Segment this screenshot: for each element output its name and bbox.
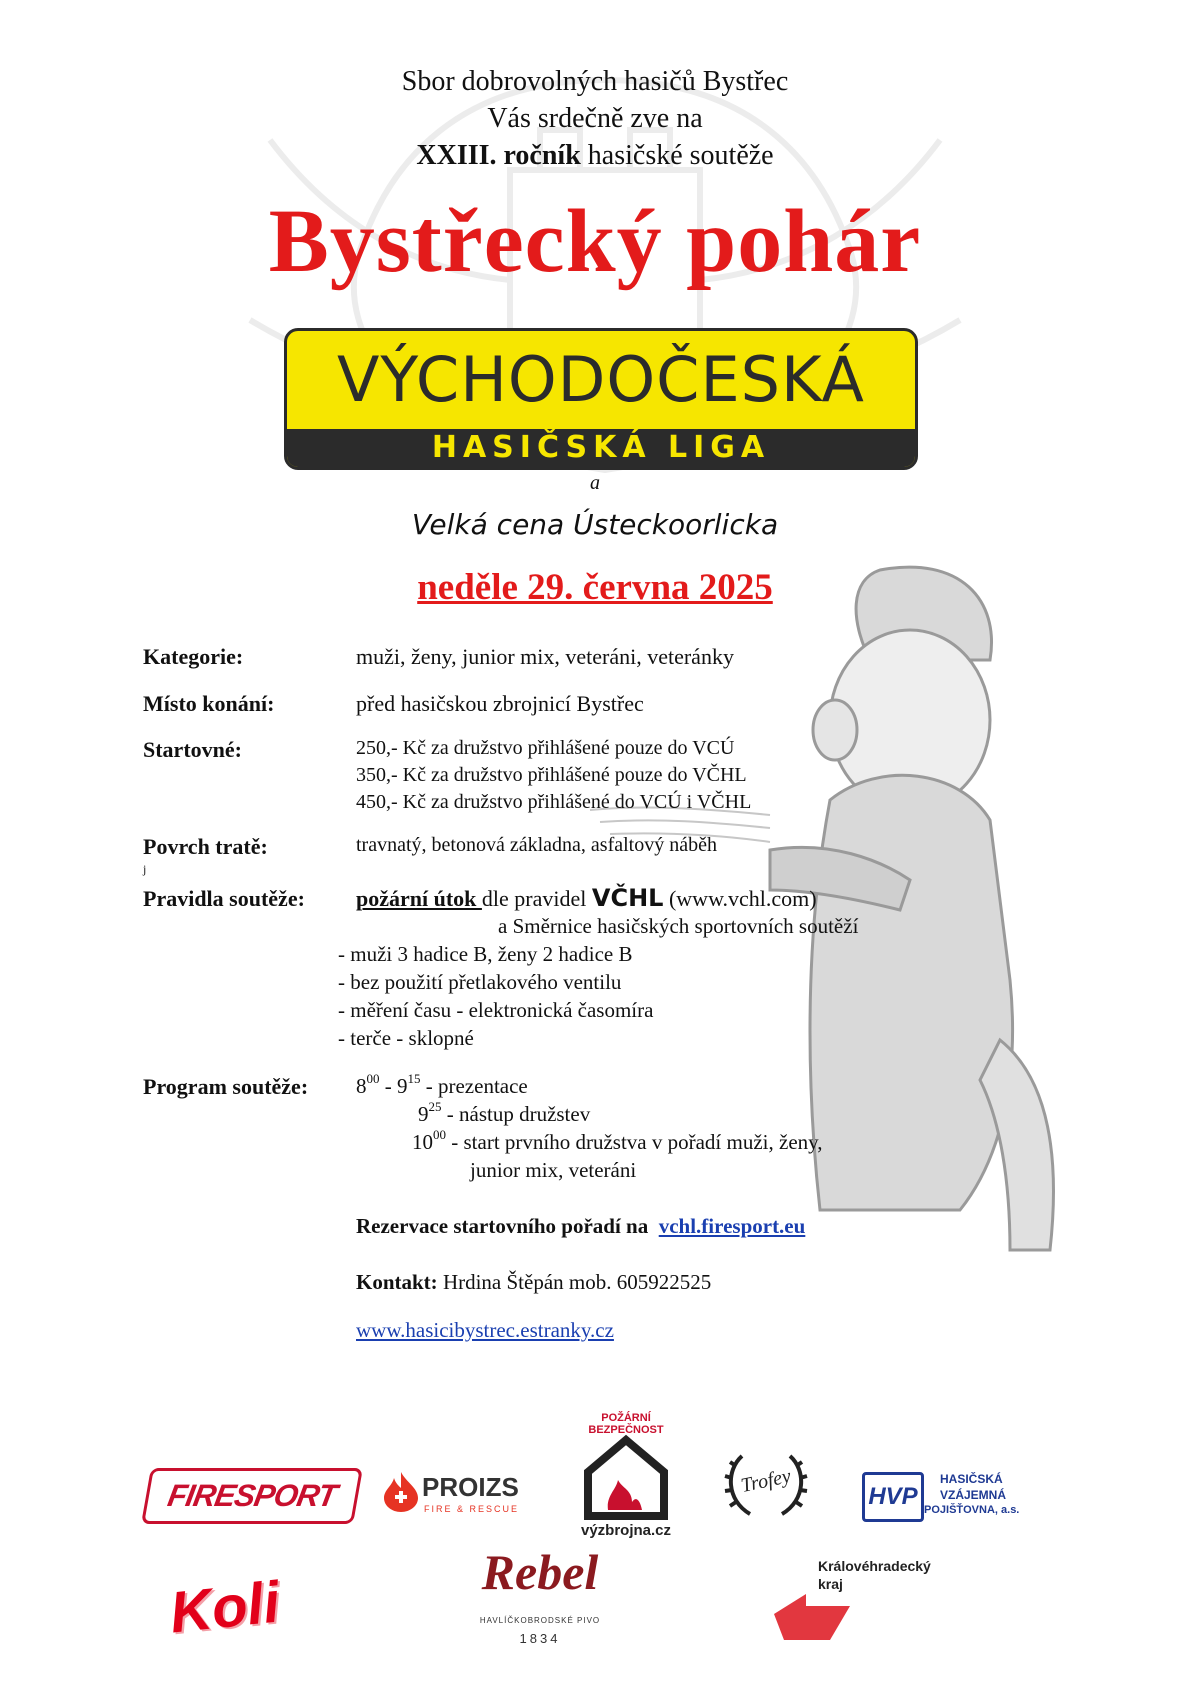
rules-bullet-3: - měření času - elektronická časomíra: [338, 998, 654, 1022]
hvp-logo: [862, 1470, 1022, 1526]
rules-line-2: a Směrnice hasičských sportovních soutěží: [498, 914, 859, 938]
kraj-name-1: Královéhradecký: [818, 1558, 931, 1574]
rules-vchl: VČHL: [591, 884, 664, 912]
league-logo: [284, 328, 918, 470]
fee-line-1: 250,- Kč za družstvo přihlášené pouze do VCÚ: [356, 737, 735, 759]
header-line-2: Vás srdečně zve na: [487, 103, 703, 134]
fee-line-2: 350,- Kč za družstvo přihlášené pouze do VČHL: [356, 764, 747, 786]
program-time-start: 8: [356, 1074, 367, 1098]
program-time-end: - 9: [379, 1074, 408, 1098]
firesport-text: FIRESPORT: [165, 1478, 340, 1513]
rules-by: dle pravidel: [481, 886, 592, 911]
program-item-3: - start prvního družstva v pořadí muži, ženy,: [446, 1130, 823, 1154]
program-item-1: - prezentace: [420, 1074, 528, 1098]
vyzbrojna-logo: [566, 1412, 686, 1542]
category-label: Kategorie:: [143, 644, 244, 669]
reservation-line: [356, 1214, 805, 1239]
program-time-3: 10: [412, 1130, 433, 1154]
rules-url: (www.vchl.com): [663, 886, 817, 911]
hvp-mark: HVP: [862, 1472, 924, 1522]
surface-value: travnatý, betonová základna, asfaltový náběh: [356, 834, 717, 856]
fee-label: Startovné:: [143, 737, 242, 762]
trofey-text: Trofey: [738, 1465, 793, 1498]
website-link[interactable]: www.hasicibystrec.estranky.cz: [356, 1318, 614, 1342]
edition-label: XXIII. ročník: [416, 140, 581, 171]
program-time-2: 9: [418, 1102, 429, 1126]
category-value: muži, ženy, junior mix, veteráni, veteránky: [356, 644, 734, 669]
league-logo-line-2: HASIČSKÁ LIGA: [287, 429, 915, 467]
kraj-emblem-icon: [774, 1594, 854, 1640]
contact-line: [356, 1270, 711, 1295]
subtitle: Velká cena Ústeckoorlicka: [411, 508, 779, 541]
proizs-logo: [384, 1468, 524, 1524]
program-row-4: junior mix, veteráni: [470, 1158, 637, 1182]
program-label: Program soutěže:: [143, 1074, 309, 1099]
program-row-2: [418, 1099, 591, 1127]
header-line-3: [0, 138, 1190, 174]
header-line-1: Sbor dobrovolných hasičů Bystřec: [401, 66, 789, 97]
program-row-1: [356, 1071, 528, 1099]
event-title: Bystřecký pohár: [268, 192, 922, 291]
event-date: neděle 29. června 2025: [417, 567, 773, 608]
trofey-logo: [720, 1444, 812, 1524]
reservation-label: Rezervace startovního pořadí na: [356, 1214, 649, 1238]
stray-char: j: [143, 862, 147, 876]
rebel-year: 1834: [519, 1631, 561, 1646]
rules-bullet-1: - muži 3 hadice B, ženy 2 hadice B: [338, 942, 633, 966]
hvp-name-1: HASIČSKÁ: [940, 1472, 1003, 1486]
kraj-name-2: kraj: [818, 1576, 843, 1592]
flame-icon: [384, 1472, 418, 1512]
program-row-3: [412, 1127, 823, 1155]
koli-text: Koli: [167, 1569, 283, 1646]
venue-label: Místo konání:: [143, 691, 275, 716]
kraj-logo: [774, 1558, 964, 1642]
rules-bullet-2: - bez použití přetlakového ventilu: [338, 970, 622, 994]
program-time-start-min: 00: [366, 1071, 380, 1086]
rebel-subtext: HAVLÍČKOBRODSKÉ PIVO: [479, 1616, 601, 1625]
firesport-logo: [141, 1468, 363, 1524]
program-item-2: - nástup družstev: [441, 1102, 591, 1126]
koli-logo: [160, 1568, 290, 1648]
contact-value: Hrdina Štěpán mob. 605922525: [437, 1270, 712, 1294]
rules-line-1: [356, 884, 817, 912]
venue-value: před hasičskou zbrojnicí Bystřec: [356, 691, 644, 716]
program-time-3-min: 00: [433, 1127, 446, 1142]
rebel-text: Rebel: [481, 1544, 599, 1600]
proizs-subtext: FIRE & RESCUE: [424, 1504, 520, 1514]
hvp-name-2: VZÁJEMNÁ: [940, 1488, 1007, 1502]
vyzbrojna-text: výzbrojna.cz: [580, 1522, 672, 1539]
competition-label: hasičské soutěže: [580, 140, 774, 171]
surface-label: Povrch tratě:: [143, 834, 268, 859]
contact-label: Kontakt:: [356, 1270, 438, 1294]
rules-discipline: požární útok: [356, 886, 482, 911]
reservation-link[interactable]: vchl.firesport.eu: [658, 1214, 806, 1238]
rules-label: Pravidla soutěže:: [143, 886, 305, 911]
program-time-2-min: 25: [428, 1099, 442, 1114]
league-logo-line-1: VÝCHODOČESKÁ: [337, 343, 865, 416]
and-text: a: [590, 472, 600, 494]
hvp-name-3: POJIŠŤOVNA, a.s.: [924, 1504, 1020, 1516]
pozarni-text: POŽÁRNÍ BEZPEČNOST: [588, 1412, 664, 1436]
program-time-end-min: 15: [407, 1071, 421, 1086]
fee-line-3: 450,- Kč za družstvo přihlášené do VCÚ i VČHL: [356, 791, 752, 813]
rules-bullet-4: - terče - sklopné: [338, 1026, 474, 1050]
rebel-logo: [472, 1536, 608, 1658]
proizs-text: PROIZS: [422, 1472, 519, 1502]
